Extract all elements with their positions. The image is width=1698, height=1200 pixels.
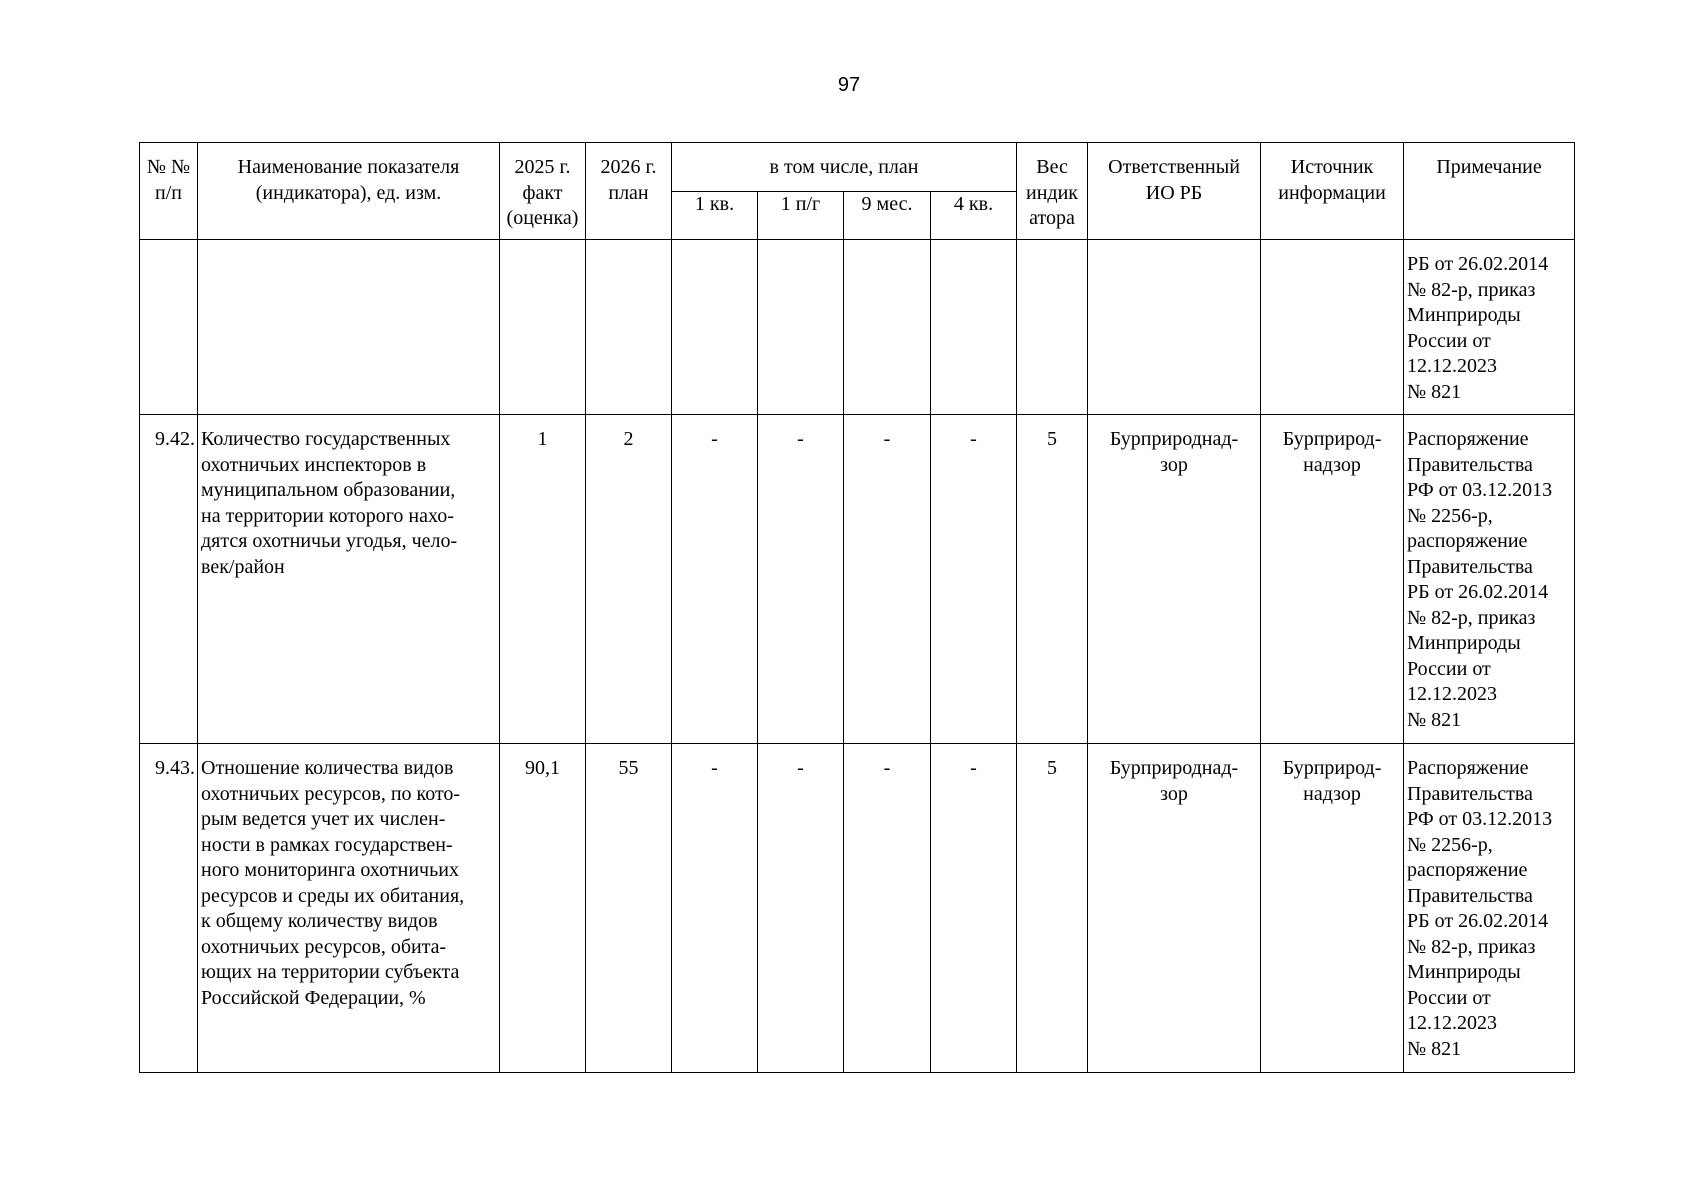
header-2025-fact: 2025 г. факт (оценка) [500,143,586,240]
row-q4 [931,240,1017,415]
header-responsible: Ответственный ИО РБ [1088,143,1261,240]
page-number: 97 [837,74,861,96]
row-q4: - [931,415,1017,744]
row-number: 9.43. [140,744,198,1073]
table-row [140,240,1575,415]
indicators-table [139,142,1575,1073]
row-h1: - [758,744,844,1073]
row-q1: - [672,415,758,744]
row-responsible [1088,240,1261,415]
row-2025-fact: 1 [500,415,586,744]
row-indicator-name: Количество государственных охотничьих инспекторов в муниципальном образовании, на территории которого нахо- дятся охотничьи угодья, чело- век/район [198,415,500,744]
table-header [140,143,1575,240]
row-number: 9.42. [140,415,198,744]
row-h1 [758,240,844,415]
row-2026-plan [586,240,672,415]
header-h1: 1 п/г [758,192,844,240]
row-2026-plan: 2 [586,415,672,744]
row-note: РБ от 26.02.2014 № 82-р, приказ Минприроды России от 12.12.2023 № 821 [1404,240,1575,415]
row-responsible: Бурприроднад- зор [1088,415,1261,744]
row-q4: - [931,744,1017,1073]
row-source: Бурприрод- надзор [1261,744,1404,1073]
row-source [1261,240,1404,415]
header-note: Примечание [1404,143,1575,240]
row-indicator-name: Отношение количества видов охотничьих ресурсов, по кото- рым ведется учет их числен- ности в рамках государствен- ного мониторинга охотничьих ресурсов и среды их обитания, к общему количеству видов охотничьих ресурсов, обита- ющих на территории субъекта Российской Федерации, % [198,744,500,1073]
header-2026-plan: 2026 г. план [586,143,672,240]
header-source: Источник информации [1261,143,1404,240]
row-2025-fact: 90,1 [500,744,586,1073]
header-9m: 9 мес. [844,192,931,240]
row-9m: - [844,415,931,744]
header-weight: Вес индик атора [1017,143,1088,240]
row-note: Распоряжение Правительства РФ от 03.12.2013 № 2256-р, распоряжение Правительства РБ от 26.02.2014 № 82-р, приказ Минприроды России от 12.12.2023 № 821 [1404,744,1575,1073]
row-q1: - [672,744,758,1073]
header-indicator-name: Наименование показателя (индикатора), ед. изм. [198,143,500,240]
header-number: № № п/п [140,143,198,240]
table-row [140,415,1575,744]
row-number [140,240,198,415]
row-weight [1017,240,1088,415]
header-q4: 4 кв. [931,192,1017,240]
header-plan-group: в том числе, план [672,143,1017,192]
row-note: Распоряжение Правительства РФ от 03.12.2013 № 2256-р, распоряжение Правительства РБ от 26.02.2014 № 82-р, приказ Минприроды России от 12.12.2023 № 821 [1404,415,1575,744]
row-9m: - [844,744,931,1073]
row-weight: 5 [1017,415,1088,744]
row-2026-plan: 55 [586,744,672,1073]
table-row [140,744,1575,1073]
row-9m [844,240,931,415]
row-responsible: Бурприроднад- зор [1088,744,1261,1073]
header-q1: 1 кв. [672,192,758,240]
row-source: Бурприрод- надзор [1261,415,1404,744]
row-weight: 5 [1017,744,1088,1073]
row-h1: - [758,415,844,744]
row-q1 [672,240,758,415]
row-indicator-name [198,240,500,415]
row-2025-fact [500,240,586,415]
